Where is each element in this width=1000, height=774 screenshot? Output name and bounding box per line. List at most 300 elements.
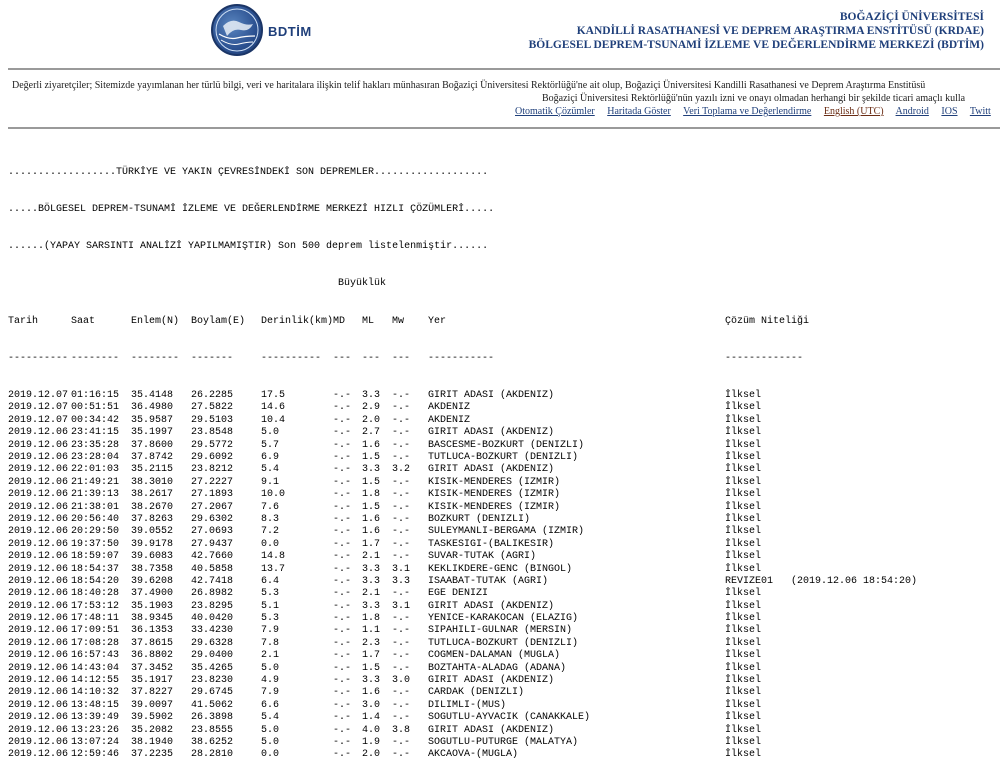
- cell-date: 2019.12.06: [8, 489, 69, 501]
- cell-solution-quality: İlksel: [725, 675, 762, 687]
- underline-date: ----------: [8, 352, 69, 364]
- underline-latitude: --------: [131, 352, 180, 364]
- cell-solution-quality: İlksel: [725, 427, 762, 439]
- nav-android[interactable]: Android: [895, 106, 929, 117]
- column-header-row: [8, 316, 1000, 328]
- cell-md: -.-: [333, 675, 352, 687]
- cell-mw: -.-: [392, 501, 411, 513]
- cell-solution-quality: İlksel: [725, 724, 762, 736]
- cell-date: 2019.12.06: [8, 501, 69, 513]
- cell-location: EGE DENIZI: [428, 588, 489, 600]
- cell-ml: 1.6: [362, 439, 381, 451]
- cell-longitude: 29.0400: [191, 650, 234, 662]
- cell-ml: 2.3: [362, 637, 381, 649]
- col-mw: Mw: [392, 315, 405, 327]
- cell-longitude: 33.4230: [191, 625, 234, 637]
- cell-location: GIRIT ADASI (AKDENIZ): [428, 390, 555, 402]
- cell-depth: 9.1: [261, 476, 280, 488]
- cell-longitude: 23.8230: [191, 675, 234, 687]
- cell-md: -.-: [333, 538, 352, 550]
- cell-solution-quality: İlksel: [725, 625, 762, 637]
- cell-md: -.-: [333, 575, 352, 587]
- table-row: [8, 675, 1000, 687]
- cell-time: 17:48:11: [71, 613, 120, 625]
- cell-depth: 5.0: [261, 736, 280, 748]
- cell-depth: 7.9: [261, 625, 280, 637]
- magnitude-header: Büyüklük: [338, 278, 387, 290]
- cell-depth: 13.7: [261, 563, 286, 575]
- cell-ml: 2.9: [362, 402, 381, 414]
- cell-latitude: 35.2082: [131, 724, 174, 736]
- cell-md: -.-: [333, 439, 352, 451]
- center-title: BÖLGESEL DEPREM-TSUNAMİ İZLEME VE DEĞERLENDİRME MERKEZİ (BDTİM): [528, 39, 984, 51]
- cell-solution-quality: İlksel: [725, 526, 762, 538]
- col-location: Yer: [428, 315, 447, 327]
- cell-ml: 1.6: [362, 687, 381, 699]
- cell-longitude: 27.1893: [191, 489, 234, 501]
- nav-twitter[interactable]: Twitt: [969, 106, 991, 117]
- earthquake-listing: [8, 142, 1000, 774]
- cell-location: DILIMLI-(MUS): [428, 699, 507, 711]
- underline-location: -----------: [428, 352, 495, 364]
- table-row: [8, 687, 1000, 699]
- cell-mw: -.-: [392, 489, 411, 501]
- notice-line-2: Boğaziçi Üniversitesi Rektörlüğü'nün yazılı izni ve onayı olmadan herhangi bir şekilde ticari amaçlı kulla: [542, 93, 966, 104]
- cell-mw: -.-: [392, 414, 411, 426]
- cell-depth: 14.8: [261, 551, 286, 563]
- cell-date: 2019.12.06: [8, 551, 69, 563]
- nav-english-utc[interactable]: English (UTC): [823, 106, 884, 117]
- cell-location: GIRIT ADASI (AKDENIZ): [428, 724, 555, 736]
- cell-location: KISIK-MENDERES (IZMIR): [428, 489, 561, 501]
- cell-time: 01:16:15: [71, 390, 120, 402]
- cell-solution-quality: İlksel: [725, 476, 762, 488]
- cell-solution-quality: İlksel: [725, 464, 762, 476]
- cell-solution-quality: İlksel: [725, 439, 762, 451]
- cell-longitude: 40.5858: [191, 563, 234, 575]
- cell-mw: 3.1: [392, 563, 411, 575]
- cell-time: 16:57:43: [71, 650, 120, 662]
- cell-depth: 0.0: [261, 538, 280, 550]
- cell-solution-quality: İlksel: [725, 513, 762, 525]
- cell-longitude: 41.5062: [191, 699, 234, 711]
- table-row: [8, 564, 1000, 576]
- cell-location: SIPAHILI-GULNAR (MERSIN): [428, 625, 573, 637]
- cell-mw: -.-: [392, 625, 411, 637]
- cell-ml: 3.3: [362, 600, 381, 612]
- table-row: [8, 700, 1000, 712]
- cell-depth: 7.8: [261, 637, 280, 649]
- cell-ml: 2.7: [362, 427, 381, 439]
- table-row: [8, 749, 1000, 761]
- underline-time: --------: [71, 352, 120, 364]
- cell-latitude: 39.6208: [131, 575, 174, 587]
- cell-latitude: 36.4980: [131, 402, 174, 414]
- cell-mw: -.-: [392, 551, 411, 563]
- table-row: [8, 502, 1000, 514]
- cell-date: 2019.12.06: [8, 600, 69, 612]
- cell-depth: 17.5: [261, 390, 286, 402]
- cell-time: 23:41:15: [71, 427, 120, 439]
- cell-date: 2019.12.06: [8, 451, 69, 463]
- cell-md: -.-: [333, 749, 352, 761]
- table-row: [8, 625, 1000, 637]
- cell-latitude: 37.8227: [131, 687, 174, 699]
- cell-ml: 2.0: [362, 414, 381, 426]
- table-row: [8, 576, 1000, 588]
- cell-time: 21:38:01: [71, 501, 120, 513]
- cell-latitude: 39.5902: [131, 712, 174, 724]
- cell-ml: 1.9: [362, 736, 381, 748]
- cell-longitude: 35.4265: [191, 662, 234, 674]
- cell-longitude: 40.0420: [191, 613, 234, 625]
- table-row: [8, 551, 1000, 563]
- cell-date: 2019.12.06: [8, 736, 69, 748]
- col-latitude: Enlem(N): [131, 315, 180, 327]
- cell-mw: -.-: [392, 402, 411, 414]
- cell-longitude: 29.6302: [191, 513, 234, 525]
- cell-location: BASCESME-BOZKURT (DENIZLI): [428, 439, 585, 451]
- table-row: [8, 638, 1000, 650]
- cell-depth: 5.4: [261, 464, 280, 476]
- cell-ml: 1.5: [362, 476, 381, 488]
- cell-time: 18:40:28: [71, 588, 120, 600]
- nav-ios[interactable]: IOS: [941, 106, 958, 117]
- cell-time: 00:51:51: [71, 402, 120, 414]
- cell-longitude: 26.2285: [191, 390, 234, 402]
- cell-solution-quality: REVIZE01: [725, 575, 774, 587]
- cell-depth: 5.7: [261, 439, 280, 451]
- cell-ml: 3.3: [362, 563, 381, 575]
- cell-solution-quality: İlksel: [725, 662, 762, 674]
- cell-solution-quality: İlksel: [725, 699, 762, 711]
- cell-longitude: 38.6252: [191, 736, 234, 748]
- cell-longitude: 26.8982: [191, 588, 234, 600]
- nav-links: [515, 106, 1000, 117]
- cell-ml: 1.7: [362, 650, 381, 662]
- cell-mw: -.-: [392, 427, 411, 439]
- cell-ml: 2.1: [362, 588, 381, 600]
- notice-line-1: Değerli ziyaretçiler; Sitemizde yayımlanan her türlü bilgi, veri ve haritalara ilişkin telif hakları münhasıran Boğaziçi Üniversitesi Rektörlüğü'ne ait olup, Boğaziçi Üniversitesi Kandilli Rasathanesi ve Deprem Araştırma Enstitüsü: [12, 80, 926, 91]
- cell-ml: 4.0: [362, 724, 381, 736]
- bdtim-logo[interactable]: [211, 4, 315, 60]
- cell-solution-quality: İlksel: [725, 563, 762, 575]
- cell-depth: 0.0: [261, 749, 280, 761]
- cell-location: BOZTAHTA-ALADAG (ADANA): [428, 662, 567, 674]
- cell-location: CARDAK (DENIZLI): [428, 687, 525, 699]
- cell-longitude: 29.6328: [191, 637, 234, 649]
- cell-time: 20:56:40: [71, 513, 120, 525]
- cell-latitude: 36.8802: [131, 650, 174, 662]
- cell-time: 12:59:46: [71, 749, 120, 761]
- cell-md: -.-: [333, 390, 352, 402]
- cell-solution-quality: İlksel: [725, 489, 762, 501]
- table-row: [8, 712, 1000, 724]
- cell-longitude: 29.6092: [191, 451, 234, 463]
- cell-ml: 3.3: [362, 675, 381, 687]
- cell-date: 2019.12.06: [8, 687, 69, 699]
- cell-date: 2019.12.07: [8, 390, 69, 402]
- cell-depth: 10.0: [261, 489, 286, 501]
- cell-time: 20:29:50: [71, 526, 120, 538]
- cell-latitude: 35.4148: [131, 390, 174, 402]
- cell-latitude: 36.1353: [131, 625, 174, 637]
- table-row: [8, 539, 1000, 551]
- cell-date: 2019.12.06: [8, 476, 69, 488]
- cell-latitude: 39.9178: [131, 538, 174, 550]
- cell-date: 2019.12.06: [8, 724, 69, 736]
- cell-date: 2019.12.06: [8, 427, 69, 439]
- cell-ml: 1.4: [362, 712, 381, 724]
- cell-longitude: 27.9437: [191, 538, 234, 550]
- table-row: [8, 514, 1000, 526]
- cell-time: 14:10:32: [71, 687, 120, 699]
- cell-longitude: 29.5103: [191, 414, 234, 426]
- cell-latitude: 35.1917: [131, 675, 174, 687]
- underline-md: ---: [333, 352, 352, 364]
- cell-date: 2019.12.06: [8, 712, 69, 724]
- table-row: [8, 452, 1000, 464]
- divider-top: [8, 68, 1000, 70]
- cell-mw: -.-: [392, 588, 411, 600]
- cell-time: 18:59:07: [71, 551, 120, 563]
- cell-time: 18:54:20: [71, 575, 120, 587]
- cell-mw: 3.3: [392, 575, 411, 587]
- cell-depth: 7.6: [261, 501, 280, 513]
- cell-time: 17:53:12: [71, 600, 120, 612]
- cell-depth: 6.4: [261, 575, 280, 587]
- cell-latitude: 37.8263: [131, 513, 174, 525]
- nav-data-collection[interactable]: Veri Toplama ve Değerlendirme: [683, 106, 812, 117]
- cell-md: -.-: [333, 526, 352, 538]
- underline-longitude: -------: [191, 352, 234, 364]
- cell-location: COGMEN-DALAMAN (MUGLA): [428, 650, 561, 662]
- cell-md: -.-: [333, 402, 352, 414]
- col-longitude: Boylam(E): [191, 315, 246, 327]
- cell-latitude: 38.3010: [131, 476, 174, 488]
- cell-md: -.-: [333, 650, 352, 662]
- table-row: [8, 601, 1000, 613]
- cell-ml: 1.1: [362, 625, 381, 637]
- cell-location: GIRIT ADASI (AKDENIZ): [428, 464, 555, 476]
- underline-depth: ----------: [261, 352, 322, 364]
- cell-md: -.-: [333, 451, 352, 463]
- cell-mw: -.-: [392, 662, 411, 674]
- cell-date: 2019.12.06: [8, 464, 69, 476]
- underline-solution-quality: -------------: [725, 352, 804, 364]
- cell-longitude: 27.0693: [191, 526, 234, 538]
- cell-solution-quality: İlksel: [725, 501, 762, 513]
- cell-date: 2019.12.06: [8, 662, 69, 674]
- nav-automatic-solutions[interactable]: Otomatik Çözümler: [515, 106, 595, 117]
- cell-depth: 5.0: [261, 724, 280, 736]
- cell-longitude: 23.8212: [191, 464, 234, 476]
- cell-depth: 5.1: [261, 600, 280, 612]
- cell-date: 2019.12.06: [8, 538, 69, 550]
- cell-solution-quality: İlksel: [725, 712, 762, 724]
- table-row: [8, 613, 1000, 625]
- cell-date: 2019.12.06: [8, 526, 69, 538]
- cell-date: 2019.12.06: [8, 588, 69, 600]
- cell-mw: -.-: [392, 513, 411, 525]
- cell-location: SOGUTLU-AYVACIK (CANAKKALE): [428, 712, 591, 724]
- cell-latitude: 37.8615: [131, 637, 174, 649]
- cell-depth: 10.4: [261, 414, 286, 426]
- cell-ml: 3.3: [362, 464, 381, 476]
- cell-latitude: 39.0552: [131, 526, 174, 538]
- cell-latitude: 38.2617: [131, 489, 174, 501]
- cell-mw: -.-: [392, 390, 411, 402]
- cell-mw: -.-: [392, 538, 411, 550]
- cell-time: 00:34:42: [71, 414, 120, 426]
- cell-depth: 7.9: [261, 687, 280, 699]
- cell-mw: -.-: [392, 613, 411, 625]
- cell-revision-time: (2019.12.06 18:54:20): [791, 575, 918, 587]
- cell-md: -.-: [333, 501, 352, 513]
- cell-date: 2019.12.07: [8, 402, 69, 414]
- cell-solution-quality: İlksel: [725, 637, 762, 649]
- cell-date: 2019.12.06: [8, 575, 69, 587]
- cell-longitude: 42.7418: [191, 575, 234, 587]
- intro-line-1: ..................TÜRKİYE VE YAKIN ÇEVRESİNDEKİ SON DEPREMLER...................: [8, 166, 489, 178]
- cell-location: KISIK-MENDERES (IZMIR): [428, 476, 561, 488]
- cell-ml: 3.0: [362, 699, 381, 711]
- underline-mw: ---: [392, 352, 411, 364]
- cell-time: 13:07:24: [71, 736, 120, 748]
- cell-md: -.-: [333, 489, 352, 501]
- cell-time: 23:28:04: [71, 451, 120, 463]
- cell-latitude: 38.7358: [131, 563, 174, 575]
- table-row: [8, 489, 1000, 501]
- cell-location: AKDENIZ: [428, 414, 471, 426]
- cell-time: 21:49:21: [71, 476, 120, 488]
- cell-date: 2019.12.06: [8, 699, 69, 711]
- table-row: [8, 737, 1000, 749]
- table-row: [8, 663, 1000, 675]
- table-row: [8, 477, 1000, 489]
- cell-time: 17:09:51: [71, 625, 120, 637]
- cell-mw: -.-: [392, 476, 411, 488]
- cell-location: AKDENIZ: [428, 402, 471, 414]
- cell-depth: 5.4: [261, 712, 280, 724]
- table-row: [8, 390, 1000, 402]
- cell-mw: -.-: [392, 712, 411, 724]
- cell-longitude: 29.5772: [191, 439, 234, 451]
- cell-solution-quality: İlksel: [725, 402, 762, 414]
- table-row: [8, 464, 1000, 476]
- cell-location: KISIK-MENDERES (IZMIR): [428, 501, 561, 513]
- table-row: [8, 725, 1000, 737]
- page-header: [0, 0, 1000, 68]
- cell-location: BOZKURT (DENIZLI): [428, 513, 531, 525]
- cell-ml: 1.6: [362, 526, 381, 538]
- cell-depth: 5.0: [261, 662, 280, 674]
- col-ml: ML: [362, 315, 375, 327]
- cell-md: -.-: [333, 637, 352, 649]
- cell-latitude: 37.2235: [131, 749, 174, 761]
- cell-md: -.-: [333, 464, 352, 476]
- magnitude-header-row: [8, 278, 1000, 290]
- cell-latitude: 37.4900: [131, 588, 174, 600]
- cell-depth: 7.2: [261, 526, 280, 538]
- university-title: BOĞAZİÇİ ÜNİVERSİTESİ: [839, 11, 984, 23]
- cell-solution-quality: İlksel: [725, 414, 762, 426]
- cell-time: 17:08:28: [71, 637, 120, 649]
- cell-md: -.-: [333, 476, 352, 488]
- nav-show-on-map[interactable]: Haritada Göster: [607, 106, 671, 117]
- cell-location: KEKLIKDERE-GENC (BINGOL): [428, 563, 573, 575]
- cell-latitude: 35.1903: [131, 600, 174, 612]
- cell-date: 2019.12.06: [8, 439, 69, 451]
- cell-ml: 1.8: [362, 613, 381, 625]
- cell-date: 2019.12.06: [8, 749, 69, 761]
- cell-ml: 3.3: [362, 575, 381, 587]
- cell-mw: -.-: [392, 687, 411, 699]
- cell-location: YENICE-KARAKOCAN (ELAZIG): [428, 613, 579, 625]
- col-time: Saat: [71, 315, 96, 327]
- cell-mw: -.-: [392, 451, 411, 463]
- cell-longitude: 27.2067: [191, 501, 234, 513]
- cell-mw: 3.2: [392, 464, 411, 476]
- cell-time: 18:54:37: [71, 563, 120, 575]
- table-row: [8, 588, 1000, 600]
- cell-md: -.-: [333, 625, 352, 637]
- cell-mw: 3.1: [392, 600, 411, 612]
- cell-location: TUTLUCA-BOZKURT (DENIZLI): [428, 637, 579, 649]
- institution-titles: [529, 10, 984, 52]
- cell-md: -.-: [333, 724, 352, 736]
- cell-longitude: 23.8295: [191, 600, 234, 612]
- cell-md: -.-: [333, 613, 352, 625]
- cell-depth: 14.6: [261, 402, 286, 414]
- cell-mw: -.-: [392, 749, 411, 761]
- cell-md: -.-: [333, 551, 352, 563]
- cell-location: SULEYMANLI-BERGAMA (IZMIR): [428, 526, 585, 538]
- table-row: [8, 650, 1000, 662]
- cell-depth: 6.9: [261, 451, 280, 463]
- intro-line-3: ......(YAPAY SARSINTI ANALİZİ YAPILMAMIŞTIR) Son 500 deprem listelenmiştir......: [8, 241, 489, 253]
- cell-md: -.-: [333, 600, 352, 612]
- cell-depth: 5.3: [261, 613, 280, 625]
- cell-date: 2019.12.06: [8, 625, 69, 637]
- cell-ml: 2.0: [362, 749, 381, 761]
- cell-md: -.-: [333, 736, 352, 748]
- cell-location: TUTLUCA-BOZKURT (DENIZLI): [428, 451, 579, 463]
- cell-time: 13:39:49: [71, 712, 120, 724]
- cell-date: 2019.12.06: [8, 563, 69, 575]
- cell-mw: -.-: [392, 699, 411, 711]
- cell-date: 2019.12.07: [8, 414, 69, 426]
- table-row: [8, 526, 1000, 538]
- cell-longitude: 27.5822: [191, 402, 234, 414]
- col-md: MD: [333, 315, 346, 327]
- earthquake-rows: [8, 390, 1000, 762]
- cell-depth: 5.3: [261, 588, 280, 600]
- cell-mw: -.-: [392, 736, 411, 748]
- cell-md: -.-: [333, 588, 352, 600]
- cell-longitude: 23.8548: [191, 427, 234, 439]
- cell-md: -.-: [333, 662, 352, 674]
- cell-longitude: 27.2227: [191, 476, 234, 488]
- table-row: [8, 402, 1000, 414]
- cell-latitude: 38.9345: [131, 613, 174, 625]
- cell-depth: 8.3: [261, 513, 280, 525]
- cell-mw: -.-: [392, 637, 411, 649]
- cell-latitude: 38.1940: [131, 736, 174, 748]
- col-date: Tarih: [8, 315, 39, 327]
- cell-depth: 6.6: [261, 699, 280, 711]
- col-depth: Derinlik(km): [261, 315, 334, 327]
